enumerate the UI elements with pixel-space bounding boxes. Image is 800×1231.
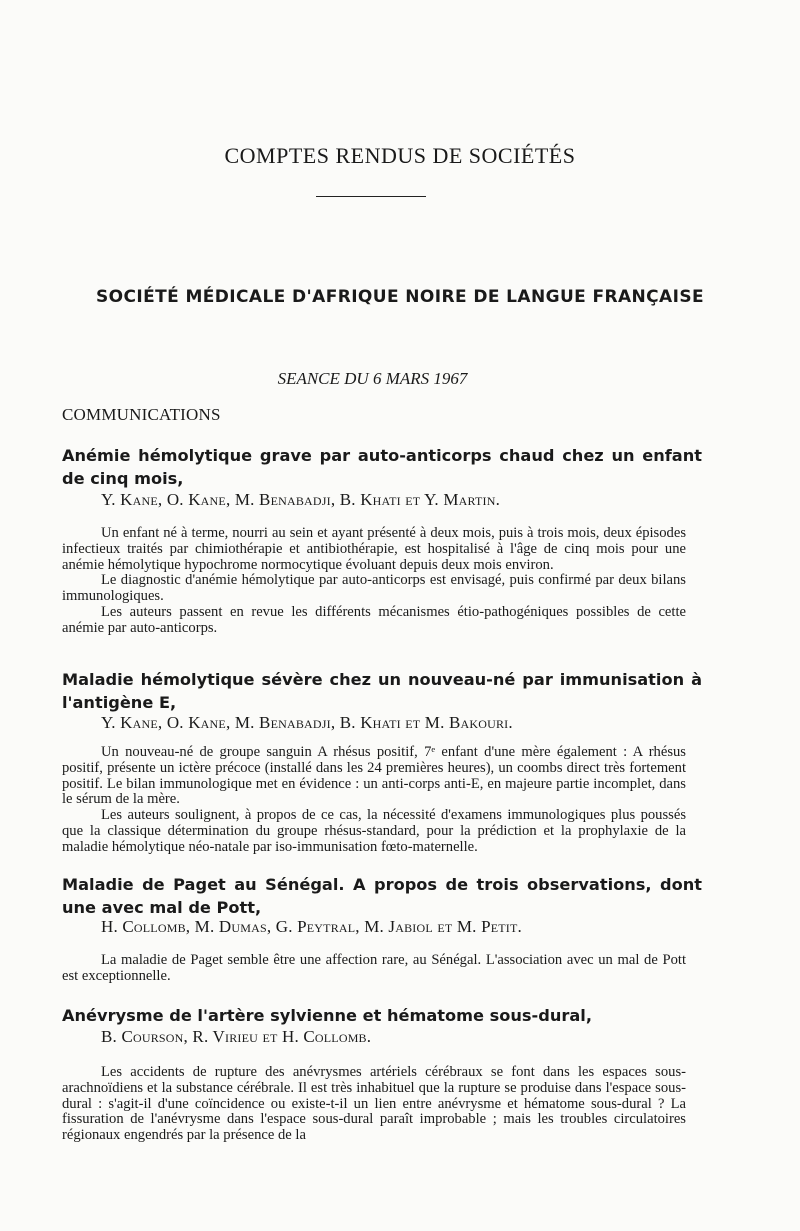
article-authors: B. Courson, R. Virieu et H. Collomb.: [101, 1027, 372, 1046]
page-title: COMPTES RENDUS DE SOCIÉTÉS: [224, 143, 576, 168]
seance-date: SEANCE DU 6 MARS 1967: [277, 369, 468, 388]
article-authors: H. Collomb, M. Dumas, G. Peytral, M. Jabiol et M. Petit.: [101, 917, 522, 936]
article-body: [62, 953, 686, 985]
article-title: Maladie de Paget au Sénégal. A propos de trois observations, dont une avec mal de Pott,: [62, 875, 702, 917]
paragraph: Un nouveau-né de groupe sanguin A rhésus positif, 7ᵉ enfant d'une mère également : A rhésus positif, présente un ictère précoce (installé dans les 24 premières heures), un coombs direct très fortement positif. Le bilan immunologique met en évidence : un anti-corps anti-E, en majeure partie incomplet, dans le sérum de la mère.: [62, 744, 686, 808]
article-title: Anévrysme de l'artère sylvienne et hématome sous-dural,: [62, 1006, 592, 1025]
article-authors: Y. Kane, O. Kane, M. Benabadji, B. Khati et M. Bakouri.: [101, 713, 513, 732]
article-title: Anémie hémolytique grave par auto-anticorps chaud chez un enfant de cinq mois,: [62, 446, 702, 488]
article-title: Maladie hémolytique sévère chez un nouveau-né par immunisation à l'antigène E,: [62, 670, 702, 712]
paragraph: Le diagnostic d'anémie hémolytique par auto-anticorps est envisagé, puis confirmé par deux bilans immunologiques.: [62, 572, 686, 605]
article-body: [62, 1065, 686, 1144]
paragraph: La maladie de Paget semble être une affection rare, au Sénégal. L'association avec un mal de Pott est exceptionnelle.: [62, 952, 686, 984]
section-heading: COMMUNICATIONS: [62, 405, 221, 424]
paragraph: Les auteurs soulignent, à propos de ce cas, la nécessité d'examens immunologiques plus poussés que la classique détermination du groupe rhésus-standard, pour la prédiction et la prophylaxie de la maladie hémolytique néo-natale par iso-immunisation fœto-maternelle.: [62, 807, 686, 855]
society-heading: SOCIÉTÉ MÉDICALE D'AFRIQUE NOIRE DE LANGUE FRANÇAISE: [96, 287, 704, 307]
article-authors: Y. Kane, O. Kane, M. Benabadji, B. Khati et Y. Martin.: [101, 490, 501, 509]
paragraph: Les accidents de rupture des anévrysmes artériels cérébraux se font dans les espaces sous-arachnoïdiens et la substance cérébrale. Il est très inhabituel que la rupture se produise dans l'espace sous-dural : s'agit-il d'une coïncidence ou existe-t-il un lien entre anévrysme et hématome sous-dural ? La fissuration de l'anévrysme dans l'espace sous-dural paraît improbable ; mais les troubles circulatoires régionaux engendrés par la présence de la: [62, 1064, 686, 1144]
paragraph: Un enfant né à terme, nourri au sein et ayant présenté à deux mois, puis à trois mois, deux épisodes infectieux traités par chimiothérapie et antibiothérapie, est hospitalisé à l'âge de cinq mois pour une anémie hémolytique hypochrome normocytique évoluant depuis deux mois environ.: [62, 525, 686, 573]
title-rule: [316, 196, 426, 197]
article-body: [62, 526, 686, 637]
article-body: [62, 745, 686, 856]
paragraph: Les auteurs passent en revue les différents mécanismes étio-pathogéniques possibles de cette anémie par auto-anticorps.: [62, 603, 686, 636]
